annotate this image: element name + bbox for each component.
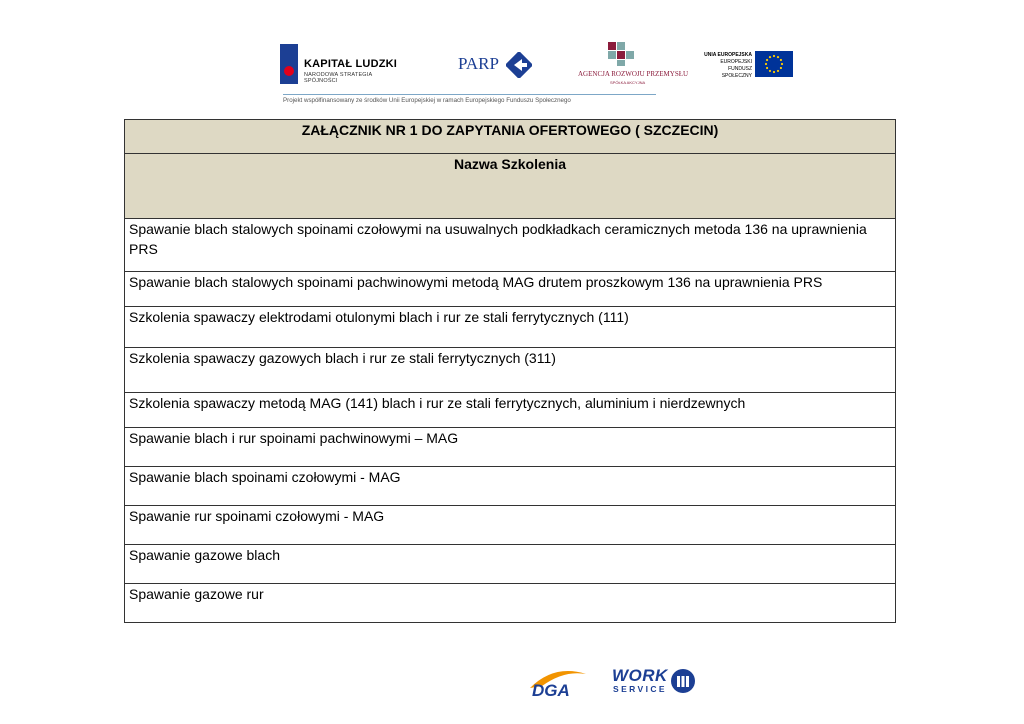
table-row	[125, 393, 896, 428]
arp-mark-icon	[608, 42, 634, 66]
eu-star-icon	[777, 56, 779, 58]
parp-logo	[458, 52, 538, 82]
column-header: Nazwa Szkolenia	[125, 154, 896, 219]
training-name-cell: Spawanie gazowe blach	[125, 545, 896, 584]
eu-flag-icon	[755, 51, 793, 77]
header-divider	[283, 94, 656, 95]
eu-star-icon	[777, 70, 779, 72]
work-text: WORK	[612, 666, 668, 685]
training-name-cell: Spawanie blach stalowych spoinami czołowymi na usuwalnych podkładkach ceramicznych metoda 136 na uprawnienia PRS	[125, 219, 896, 272]
eu-star-icon	[773, 55, 775, 57]
kapital-ludzki-flag-icon	[280, 44, 298, 84]
service-text: SERVICE	[613, 684, 667, 694]
training-name-cell: Spawanie gazowe rur	[125, 584, 896, 623]
training-name-cell: Szkolenia spawaczy elektrodami otulonymi blach i rur ze stali ferrytycznych (111)	[125, 307, 896, 348]
table-row	[125, 428, 896, 467]
training-name-cell: Spawanie blach spoinami czołowymi - MAG	[125, 467, 896, 506]
work-service-logo	[612, 666, 702, 700]
footer-logos	[520, 660, 700, 704]
table-row	[125, 272, 896, 307]
training-name-cell: Spawanie rur spoinami czołowymi - MAG	[125, 506, 896, 545]
eu-star-icon	[766, 67, 768, 69]
kapital-ludzki-subtitle: NARODOWA STRATEGIA SPÓJNOŚCI	[304, 72, 373, 84]
training-name-cell: Szkolenia spawaczy metodą MAG (141) blach i rur ze stali ferrytycznych, aluminium i nierdzewnych	[125, 393, 896, 428]
ue-line-1: UNIA EUROPEJSKA	[704, 52, 752, 58]
kapital-ludzki-title: KAPITAŁ LUDZKI	[304, 58, 398, 70]
arp-subtitle: SPÓŁKA AKCYJNA	[610, 80, 646, 85]
table-title-row	[125, 120, 896, 154]
eu-star-icon	[766, 59, 768, 61]
table-title: ZAŁĄCZNIK NR 1 DO ZAPYTANIA OFERTOWEGO ( SZCZECIN)	[125, 120, 896, 154]
eu-star-icon	[769, 70, 771, 72]
ue-logo	[700, 50, 810, 78]
eu-star-icon	[780, 67, 782, 69]
parp-arrow-icon	[506, 52, 532, 78]
ue-line-3: FUNDUSZ SPOŁECZNY	[721, 66, 752, 79]
training-name-cell: Spawanie blach i rur spoinami pachwinowymi – MAG	[125, 428, 896, 467]
cofinancing-caption: Projekt współfinansowany ze środków Unii Europejskiej w ramach Europejskiego Funduszu Społecznego	[283, 97, 571, 104]
table-row	[125, 219, 896, 272]
dga-logo	[524, 666, 590, 700]
parp-text: PARP	[458, 54, 499, 73]
eu-star-icon	[765, 63, 767, 65]
table-row	[125, 584, 896, 623]
eu-star-icon	[769, 56, 771, 58]
arp-logo	[578, 42, 689, 86]
table-row	[125, 545, 896, 584]
eu-star-icon	[781, 63, 783, 65]
training-table	[124, 119, 896, 623]
eu-star-icon	[780, 59, 782, 61]
ue-text	[700, 52, 752, 80]
table-row	[125, 348, 896, 393]
training-name-cell: Szkolenia spawaczy gazowych blach i rur ze stali ferrytycznych (311)	[125, 348, 896, 393]
table-row	[125, 506, 896, 545]
training-name-cell: Spawanie blach stalowych spoinami pachwinowymi metodą MAG drutem proszkowym 136 na uprawnienia PRS	[125, 272, 896, 307]
table-row	[125, 307, 896, 348]
ue-line-2: EUROPEJSKI	[720, 59, 752, 65]
table-header-row	[125, 154, 896, 219]
dga-text: DGA	[532, 681, 570, 700]
eu-star-icon	[773, 71, 775, 73]
work-service-circle-icon	[670, 668, 696, 694]
kapital-ludzki-logo	[280, 44, 405, 86]
arp-title: AGENCJA ROZWOJU PRZEMYSŁU	[578, 70, 689, 78]
table-row	[125, 467, 896, 506]
